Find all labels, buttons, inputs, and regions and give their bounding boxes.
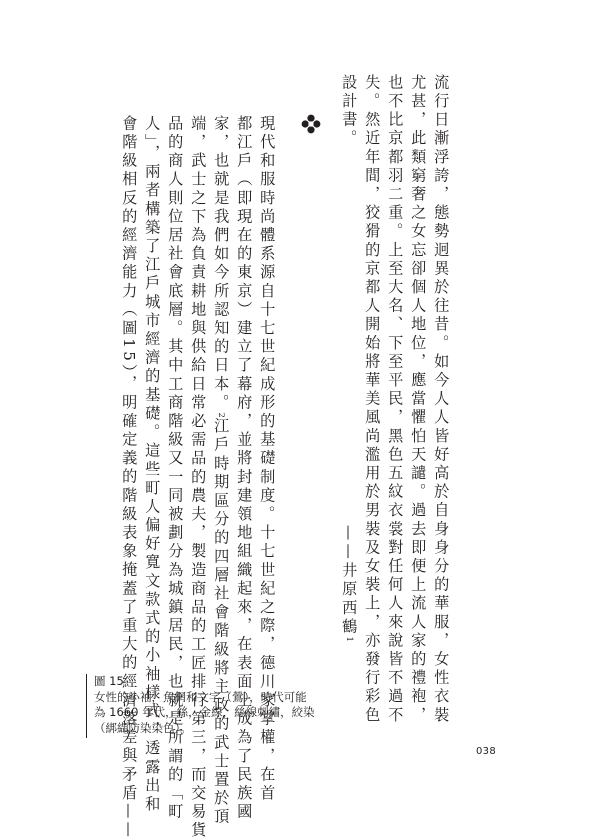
body-line-6: 人」，兩者構築了江戶城市經濟的基礎。這些町人偏好寬文款式的小袖樣式，透露出和 [143,115,162,815]
caption-line-1: 女性的小袖，魚網和文字（鶯），時代可能 [94,689,307,704]
quote-line-3: 也不比京都羽二重。上至大名、下至平民，黑色五紋衣裳對任何人來說皆不過不 [386,74,405,725]
attribution-note-ref: 1 [345,636,355,642]
caption-line-2: 為 1660 年代，絲，金線，絲線刺繡，絞染 [94,705,315,720]
quote-line-2: 尤甚，此類窮奢之女忘卻個人地位，應當懼怕天譴。過去即便上流人家的禮袍， [409,74,428,725]
body-line-2: 都江戶（即現在的東京）建立了幕府，並將封建領地組織起來，在表面上成為了民族國 [235,115,254,822]
body-line-4: 端，武士之下為負責耕地與供給日常必需品的農夫，製造商品的工匠排行第三，而交易貨 [189,115,208,840]
body-line-7: 會階級相反的經濟能力（圖15），明確定義的階級表象掩蓋了重大的經濟落差與矛盾—— [120,115,139,840]
caption-line-3: （綁纈防染染色）。 [94,720,192,735]
flower-ornament-icon [301,114,321,134]
quote-line-4: 失。然近年間，狡猾的京都人開始將華美風尚濫用於男裝及女裝上，亦發行彩色 [363,74,382,725]
quote-line-5: 設計書。 [340,74,359,149]
body-line-1: 現代和服時尚體系源自十七世紀成形的基礎制度。十七世紀之際，德川家掌權，在首 [258,115,277,804]
figure-caption [86,674,366,738]
body-line-5: 品的商人則位居社會底層。其中工商階級又一同被劃分為城鎮居民，也就是所謂的「町 [166,115,185,822]
caption-title: 圖 15 [94,674,124,688]
page-number: 038 [476,746,496,757]
attribution-text: ——井原西鶴 [340,525,359,637]
quote-attribution [340,525,359,642]
body-line-3-text: 家，也就是我們如今所認知的日本。 [212,115,231,413]
body-line-3-text-cont: 江戶時期區分的四層社會階級將主政的武士置於頂 [212,417,231,827]
body-note-ref: 2 [217,412,227,418]
quote-line-1: 流行日漸浮誇，態勢迥異於往昔。如今人人皆好高於自身身分的華服，女性衣裝 [432,74,451,725]
